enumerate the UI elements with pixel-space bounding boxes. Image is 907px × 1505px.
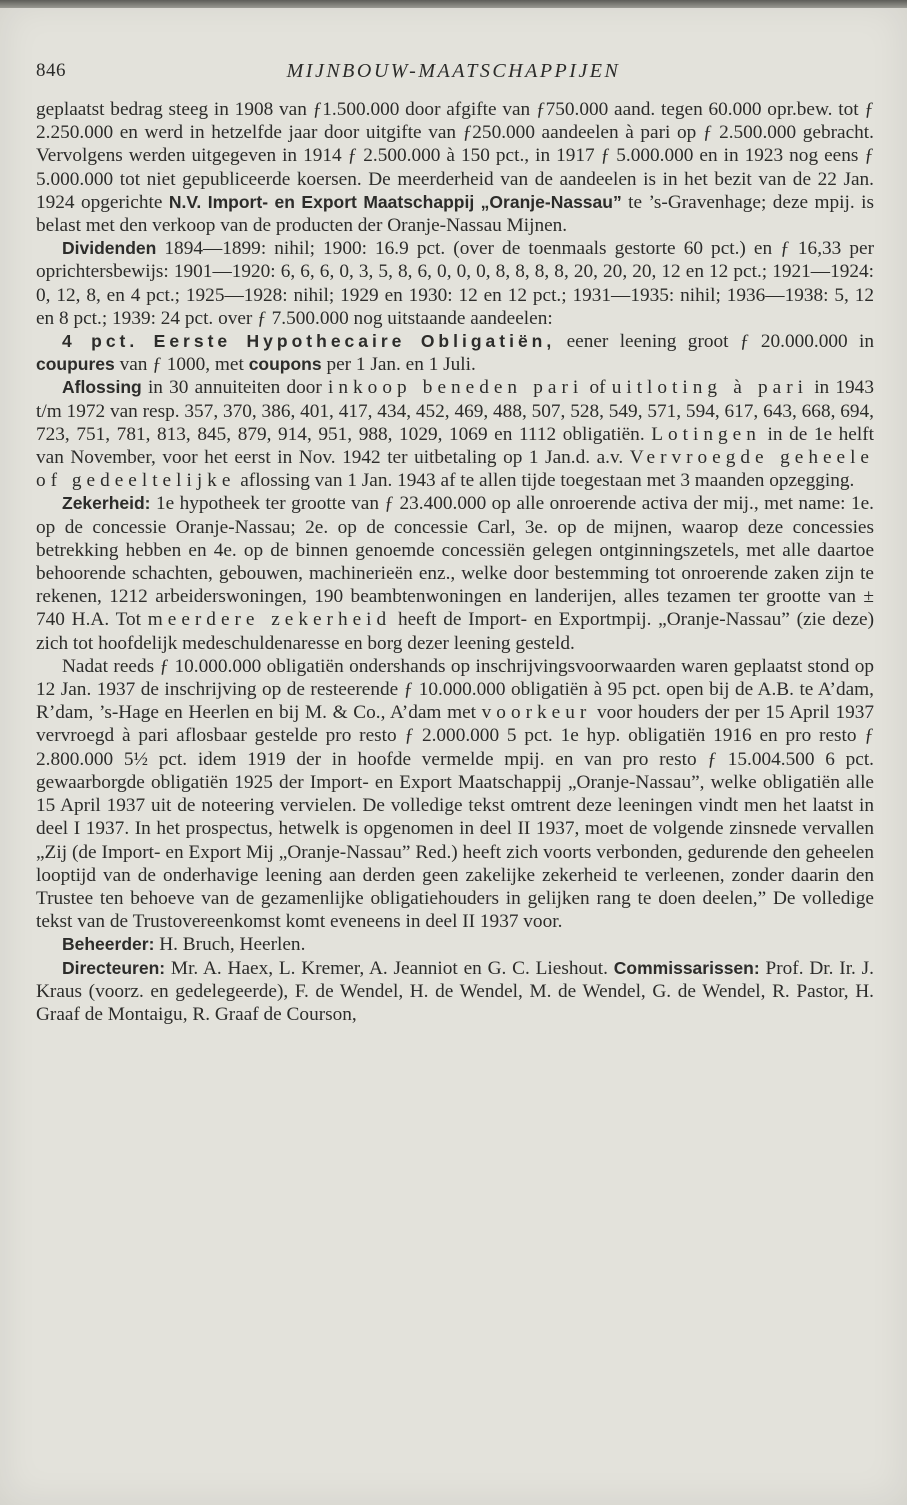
- bonds-label: 4 pct. Eerste Hypothecaire Obligatiën,: [62, 331, 556, 352]
- commissioners-label: Commissarissen:: [613, 957, 760, 978]
- dividends-paragraph: [36, 237, 874, 330]
- security-spaced: meerdere zekerheid: [147, 609, 392, 631]
- dividends-text: 1894—1899: nihil; 1900: 16.9 pct. (over de toenmaals gestorte 60 pct.) en ƒ 16,33 per oprichtersbewijs: 1901—1920: 6, 6, 6, 0, 3, 5, 8, 6, 0, 0, 0, 8, 8, 8, 8, 20, 20, 20, 12 en 12 pct.; 1921—1924: 0, 12, 8, en 4 pct.; 1925—1928: nihil; 1929 en 1930: 12 en 12 pct.; 1931—1935: nihil; 1936—1938: 5, 12 en 8 pct.; 1939: 24 pct. over ƒ 7.500.000 nog uitstaande aandeelen:: [36, 238, 874, 329]
- bonds-paragraph: [36, 330, 874, 376]
- security-text-1: 1e hypotheek ter grootte van ƒ 23.400.000 op alle onroerende activa der mij., met name: 1e. op de concessie Oranje-Nassau; 2e. op de concessie Carl, 3e. op de mijnen, waarop deze concessies betrekking hebben en 4e. op de binnen genoemde concessiën gelegen ontginningszetels, met alle daartoe behoorende schachten, gebouwen, machinerieën enz., welke door bestemming tot onroerende zaken zijn te rekenen, 1212 arbeiderswoningen, 190 beambtenwoningen en landerijen, alles tezamen ter grootte van ± 740 H.A. Tot: [36, 493, 874, 631]
- coupons-label: coupons: [248, 354, 322, 375]
- security-label: Zekerheid:: [62, 493, 151, 514]
- subscription-text-2: voor houders der per 15 April 1937 vervroegd à pari aflosbaar gestelde pro resto ƒ 2.000.000 5 pct. 1e hyp. obligatiën 1916 en pro resto ƒ 2.800.000 5½ pct. idem 1919 der in hoofde vermelde mpij. en van pro resto ƒ 15.004.500 6 pct. gewaarborgde obligatiën 1925 der Import- en Export Maatschappij „Oranje-Nassau”, welke obligatiën alle 15 April 1937 uit de noteering vervielen. De volledige tekst omtrent deze leeningen vindt men het laatst in deel I 1937. In het prospectus, hetwelk is opgenomen in deel II 1937, moet de volgende zinsnede vervallen „Zij (de Import- en Export Mij „Oranje-Nassau” Red.) heeft zich voorts verbonden, gedurende den geheelen looptijd van de onderhavige leening aan derden geen zakelijke zekerheid te verleenen, zonder daarin den Trustee ten behoeve van de gezamenlijke obligatiehouders in gelijken rang te doen deelen,” De volledige tekst van de Trustovereenkomst komt eveneens in deel II 1937 voor.: [36, 702, 875, 933]
- manager-label: Beheerder:: [62, 934, 155, 955]
- intro-paragraph: [36, 98, 874, 237]
- redemption-paragraph: [36, 376, 874, 492]
- redemption-spaced-4: Vervroegde geheele of gedeeltelijke: [36, 447, 874, 492]
- redemption-text-2: of: [589, 377, 606, 399]
- manager-text: H. Bruch, Heerlen.: [159, 934, 306, 956]
- bonds-text-2: van ƒ 1000, met: [119, 354, 244, 376]
- directors-label: Directeuren:: [62, 957, 166, 978]
- subscription-paragraph: [36, 655, 874, 933]
- dividends-label: Dividenden: [62, 238, 157, 259]
- intro-text: geplaatst bedrag steeg in 1908 van ƒ1.500.000 door afgifte van ƒ750.000 aand. tegen 60.000 opr.bew. tot ƒ 2.250.000 en werd in hetzelfde jaar door uitgifte van ƒ250.000 aandeelen à pari op ƒ 2.500.000 gebracht. Vervolgens werden uitgegeven in 1914 ƒ 2.500.000 à 150 pct., in 1917 ƒ 5.000.000 en in 1923 nog eens ƒ 5.000.000 tot niet gepubliceerde koersen. De meerderheid van de aandeelen is in het bezit van de 22 Jan. 1924 opgerichte: [36, 99, 874, 213]
- manager-paragraph: [36, 933, 874, 956]
- page-edge-shadow: [0, 0, 907, 8]
- commissioners-text: Prof. Dr. Ir. J. Kraus (voorz. en gedelegeerde), F. de Wendel, H. de Wendel, M. de Wendel, G. de Wendel, R. Pastor, H. Graaf de Montaigu, R. Graaf de Courson,: [36, 957, 875, 1025]
- document-body: [36, 98, 874, 1026]
- security-paragraph: [36, 492, 874, 654]
- security-text-2: heeft de Import- en Exportmpij. „Oranje-Nassau” (zie deze) zich tot hoofdelijk medeschuldenaresse en borg dezer leening gesteld.: [36, 609, 874, 654]
- page-number: 846: [36, 60, 66, 81]
- redemption-text-5: aflossing van 1 Jan. 1943 af te allen tijde toegestaan met 3 maanden opzegging.: [240, 470, 855, 492]
- company-name: N.V. Import- en Export Maatschappij „Oranje-Nassau”: [168, 191, 622, 212]
- coupures-label: coupures: [36, 354, 115, 375]
- redemption-label: Aflossing: [62, 377, 142, 398]
- redemption-text-3: in 1943 t/m 1972 van resp. 357, 370, 386, 401, 417, 434, 452, 469, 488, 507, 528, 549, 571, 594, 617, 643, 668, 694, 723, 751, 781, 813, 845, 879, 914, 951, 988, 1029, 1069 en 1112 obligatiën.: [36, 377, 874, 445]
- subscription-spaced: voorkeur: [481, 702, 592, 724]
- redemption-text-1: in 30 annuiteiten door: [147, 377, 322, 399]
- page-header: [36, 60, 871, 90]
- bonds-text-1: eener leening groot ƒ 20.000.000 in: [566, 331, 874, 353]
- directors-text: Mr. A. Haex, L. Kremer, A. Jeanniot en G. C. Lieshout.: [170, 957, 608, 979]
- redemption-spaced-2: uitloting à pari: [611, 377, 808, 399]
- subscription-text-1: Nadat reeds ƒ 10.000.000 obligatiën ondershands op inschrijvingsvoorwaarden waren geplaatst stond op 12 Jan. 1937 de inschrijving op de resteerende ƒ 10.000.000 obligatiën à 95 pct. open bij de A.B. te A’dam, R’dam, ’s-Hage en Heerlen en bij M. & Co., A’dam met: [36, 655, 874, 724]
- redemption-text-4: in de 1e helft van November, voor het eerst in Nov. 1942 ter uitbetaling op 1 Jan.d. a.v.: [36, 423, 875, 469]
- directors-paragraph: [36, 957, 874, 1027]
- running-title: MIJNBOUW-MAATSCHAPPIJEN: [286, 60, 621, 82]
- redemption-spaced-1: inkoop beneden pari: [328, 377, 584, 399]
- bonds-text-3: per 1 Jan. en 1 Juli.: [326, 354, 476, 376]
- intro-text-2: te ’s-Gravenhage; deze mpij. is belast met den verkoop van de producten der Oranje-Nassau Mijnen.: [36, 191, 874, 237]
- redemption-spaced-3: Lotingen: [651, 423, 761, 445]
